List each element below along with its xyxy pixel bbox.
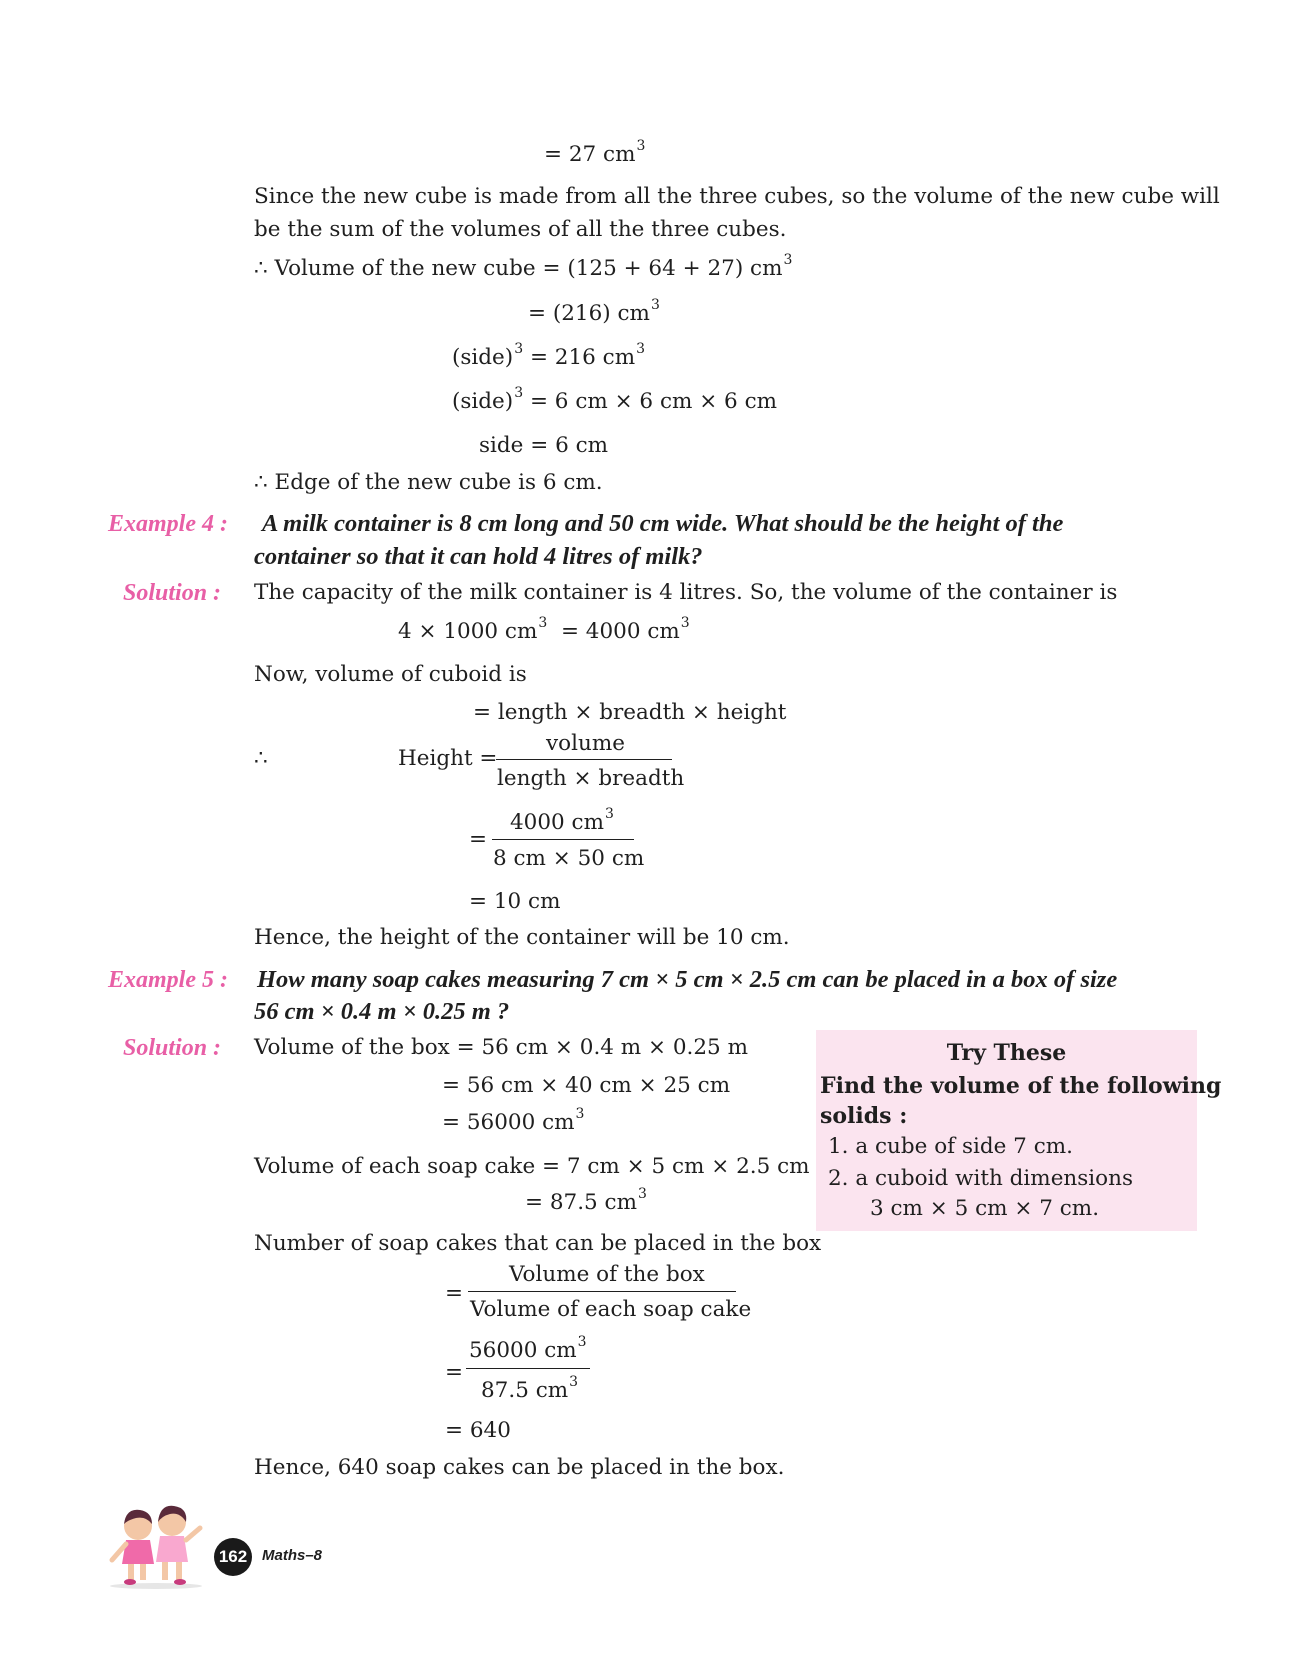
height-label: Height = <box>398 746 498 771</box>
eq-line: Volume of the box = 56 cm × 0.4 m × 0.25 m <box>254 1035 748 1060</box>
therefore-symbol: ∴ <box>254 746 268 771</box>
paragraph: Since the new cube is made from all the three cubes, so the volume of the new cube will <box>254 184 1220 209</box>
fraction-denominator: 87.5 $cm^3$ <box>481 1374 579 1403</box>
try-these-heading: Find the volume of the following <box>820 1073 1222 1099</box>
conclusion: Hence, 640 soap cakes can be placed in the box. <box>254 1455 785 1480</box>
page-number: 162 <box>214 1538 252 1576</box>
paragraph: Now, volume of cuboid is <box>254 662 527 687</box>
eq-line: 4 × 1000 $cm^3 = 4000$ $cm^3$ <box>398 615 690 644</box>
eq-line: ∴ Volume of the new cube = (125 + 64 + 27) $cm^3$ <box>254 252 793 281</box>
book-title: Maths–8 <box>262 1547 323 1564</box>
eq-line: = 56000 $cm^3$ <box>442 1106 585 1135</box>
solution-label: Solution : <box>123 1035 222 1061</box>
example-5-question: How many soap cakes measuring 7 cm × 5 cm × 2.5 cm can be placed in a box of size <box>257 966 1118 993</box>
fraction-numerator: volume <box>546 731 625 756</box>
eq-line: = 27 $cm^3$ <box>544 138 646 167</box>
try-these-item: 2. a cuboid with dimensions <box>828 1166 1133 1191</box>
paragraph: Number of soap cakes that can be placed in the box <box>254 1231 822 1256</box>
example-4-question: container so that it can hold 4 litres of milk? <box>254 543 703 570</box>
eq-line: = length × breadth × height <box>473 700 787 725</box>
eq-line: = 640 <box>445 1418 511 1443</box>
fraction-bar <box>468 1291 736 1292</box>
example-5-question: 56 cm × 0.4 m × 0.25 m ? <box>254 998 510 1025</box>
try-these-title: Try These <box>946 1040 1067 1066</box>
try-these-item: 1. a cube of side 7 cm. <box>828 1134 1073 1159</box>
fraction-denominator: Volume of each soap cake <box>470 1297 752 1322</box>
conclusion: ∴ Edge of the new cube is 6 cm. <box>254 470 603 495</box>
conclusion: Hence, the height of the container will be 10 cm. <box>254 925 790 950</box>
example-4-label: Example 4 : <box>108 511 228 537</box>
eq-line: = 10 cm <box>469 889 561 914</box>
solution-label: Solution : <box>123 580 222 606</box>
equals-sign: = <box>445 1360 464 1385</box>
equals-sign: = <box>469 827 488 852</box>
try-these-item: 3 cm × 5 cm × 7 cm. <box>870 1196 1100 1221</box>
fraction-bar <box>466 1368 590 1369</box>
equals-sign: = <box>445 1281 464 1306</box>
fraction-bar <box>492 839 634 840</box>
eq-line: side = 6 cm <box>479 433 609 458</box>
fraction-bar <box>496 759 672 760</box>
fraction-denominator: 8 cm × 50 cm <box>493 846 645 871</box>
eq-line: = (216) $cm^3$ <box>528 297 660 326</box>
eq-line: Volume of each soap cake = 7 cm × 5 cm × 2.5 cm <box>254 1154 810 1179</box>
example-5-label: Example 5 : <box>108 967 228 993</box>
paragraph: The capacity of the milk container is 4 litres. So, the volume of the container is <box>254 580 1118 605</box>
eq-line: (side)$^3$ = 6 cm × 6 cm × 6 cm <box>452 385 777 414</box>
eq-line: = 87.5 $cm^3$ <box>525 1186 647 1215</box>
fraction-denominator: length × breadth <box>497 766 685 791</box>
fraction-numerator: 56000 $cm^3$ <box>469 1334 587 1363</box>
kids-mascot-icon <box>106 1500 206 1590</box>
try-these-heading: solids : <box>820 1103 908 1129</box>
example-4-question: A milk container is 8 cm long and 50 cm wide. What should be the height of the <box>262 510 1064 537</box>
fraction-numerator: 4000 $cm^3$ <box>510 806 614 835</box>
paragraph: be the sum of the volumes of all the three cubes. <box>254 217 787 242</box>
eq-line: (side)$^3$ = 216 $cm^3$ <box>452 341 646 370</box>
fraction-numerator: Volume of the box <box>509 1262 705 1287</box>
eq-line: = 56 cm × 40 cm × 25 cm <box>442 1073 731 1098</box>
try-these-box <box>816 1030 1222 1231</box>
